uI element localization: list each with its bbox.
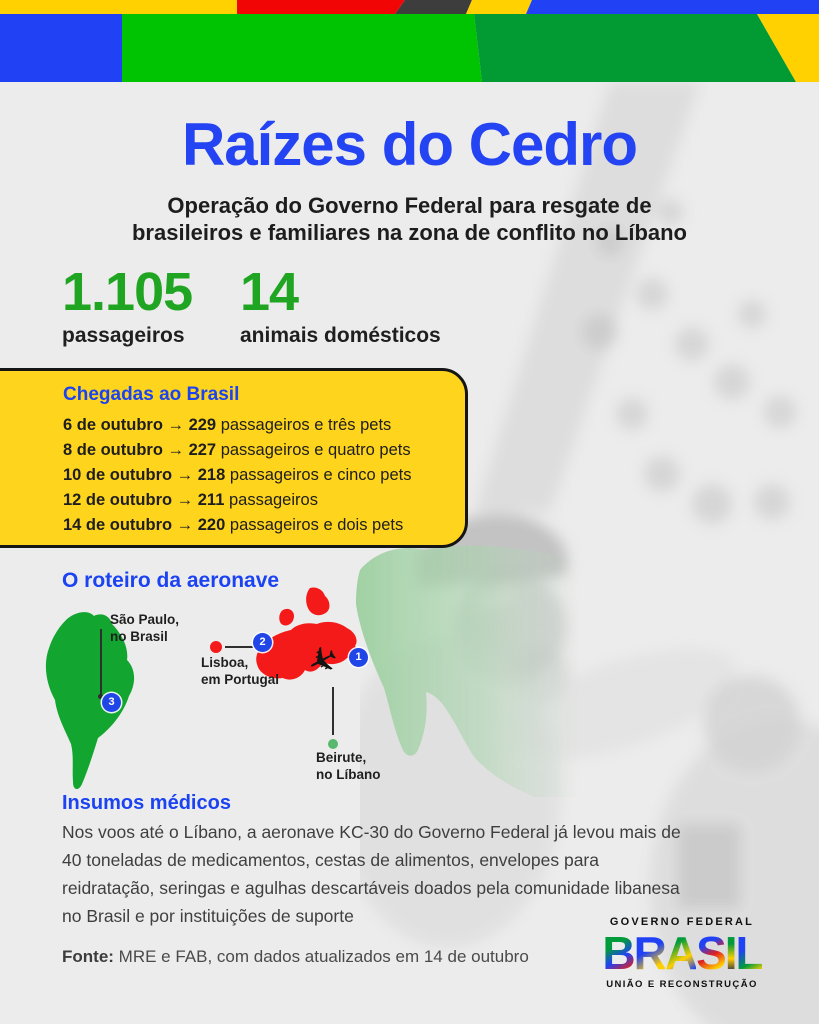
supplies-body: Nos voos até o Líbano, a aeronave KC-30 do Governo Federal já levou mais de 40 toneladas de medicamentos, cestas de alimentos, envelopes para reidratação, seringas e agulhas descartáveis doados pela comunidade libanesa no Brasil e por instituições de suporte xyxy=(62,822,681,926)
arrival-item-date: 6 de outubro → 229 xyxy=(63,416,217,434)
sao-paulo-country: no Brasil xyxy=(110,629,168,644)
route-marker-1: 1 xyxy=(349,648,368,667)
page-subtitle-line2: brasileiros e familiares na zona de conflito no Líbano xyxy=(131,220,687,245)
band-blue-2 xyxy=(0,14,122,82)
lisboa-dot xyxy=(210,641,222,653)
arrival-item-detail: passageiros e três pets xyxy=(220,416,392,434)
arrival-item-date: 10 de outubro → 218 xyxy=(63,466,226,484)
gov-logo-top-text: GOVERNO FEDERAL xyxy=(609,916,755,928)
gov-logo-brasil-wordmark xyxy=(596,927,768,979)
brand-color-band xyxy=(0,0,819,82)
page-title: Raízes do Cedro xyxy=(181,111,638,178)
lisboa-label xyxy=(201,654,279,688)
source-label: Fonte: xyxy=(62,947,114,966)
lisboa-pointer-line xyxy=(225,646,253,648)
stat-pets-label: animais domésticos xyxy=(240,324,441,347)
beirute-dot xyxy=(328,739,338,749)
logo-letter-a: A xyxy=(664,927,697,979)
logo-letter-l: L xyxy=(735,927,762,979)
beirute-city: Beirute, xyxy=(316,750,367,765)
arrival-item xyxy=(63,463,465,488)
route-title: O roteiro da aeronave xyxy=(62,569,280,592)
source-text: MRE e FAB, com dados atualizados em 14 de outubro xyxy=(113,947,529,966)
photo-crowd-heads xyxy=(582,199,796,524)
arrival-item-detail: passageiros e cinco pets xyxy=(229,466,412,484)
source-line xyxy=(62,947,529,967)
photo-wheelchair-shape xyxy=(678,824,740,908)
sao-paulo-dot xyxy=(92,615,102,625)
supplies-title: Insumos médicos xyxy=(62,792,231,814)
stat-passengers xyxy=(62,262,193,348)
beirute-label xyxy=(316,749,381,783)
stat-passengers-label: passageiros xyxy=(62,324,185,347)
arrival-item xyxy=(63,438,465,463)
band-yellow-1 xyxy=(0,0,237,14)
arrival-item-detail: passageiros e dois pets xyxy=(229,516,404,534)
page-subtitle-line1: Operação do Governo Federal para resgate de xyxy=(167,193,652,218)
gov-logo-bottom-text: UNIÃO E RECONSTRUÇÃO xyxy=(606,979,758,990)
band-green-dark xyxy=(474,14,796,82)
logo-letter-i: I xyxy=(724,927,736,979)
arrival-item xyxy=(63,488,465,513)
arrivals-box xyxy=(0,368,468,548)
band-red xyxy=(237,0,405,14)
beirute-pointer-line xyxy=(332,687,334,735)
logo-letter-s: S xyxy=(696,927,725,979)
beirute-country: no Líbano xyxy=(316,767,381,782)
arrival-item-date: 12 de outubro → 211 xyxy=(63,491,225,509)
stat-pets-value: 14 xyxy=(240,262,299,322)
sao-paulo-city: São Paulo, xyxy=(110,612,180,627)
arrival-item-detail: passageiros xyxy=(228,491,318,509)
sao-paulo-pointer-line xyxy=(100,629,102,695)
band-yellow-2 xyxy=(466,0,532,14)
gov-logo xyxy=(596,916,768,990)
arrival-item-date: 8 de outubro → 227 xyxy=(63,441,217,459)
arrival-item xyxy=(63,413,465,438)
lisboa-country: em Portugal xyxy=(201,672,280,687)
sao-paulo-label xyxy=(110,611,179,645)
arrival-item-detail: passageiros e quatro pets xyxy=(220,441,411,459)
lisboa-city: Lisboa, xyxy=(201,655,249,670)
route-marker-3: 3 xyxy=(102,693,121,712)
stat-pets xyxy=(240,262,441,348)
page-subtitle xyxy=(0,192,819,246)
band-green-bright xyxy=(122,14,482,82)
route-marker-2: 2 xyxy=(253,633,272,652)
stat-passengers-value: 1.105 xyxy=(62,262,193,322)
band-dark xyxy=(395,0,472,14)
logo-letter-r: R xyxy=(633,927,665,979)
band-blue-1 xyxy=(526,0,819,14)
airplane-icon: ✈ xyxy=(299,635,346,686)
arrivals-title: Chegadas ao Brasil xyxy=(63,384,240,405)
arrival-item-date: 14 de outubro → 220 xyxy=(63,516,226,534)
logo-letter-b: B xyxy=(602,927,634,979)
arrival-item xyxy=(63,513,465,538)
